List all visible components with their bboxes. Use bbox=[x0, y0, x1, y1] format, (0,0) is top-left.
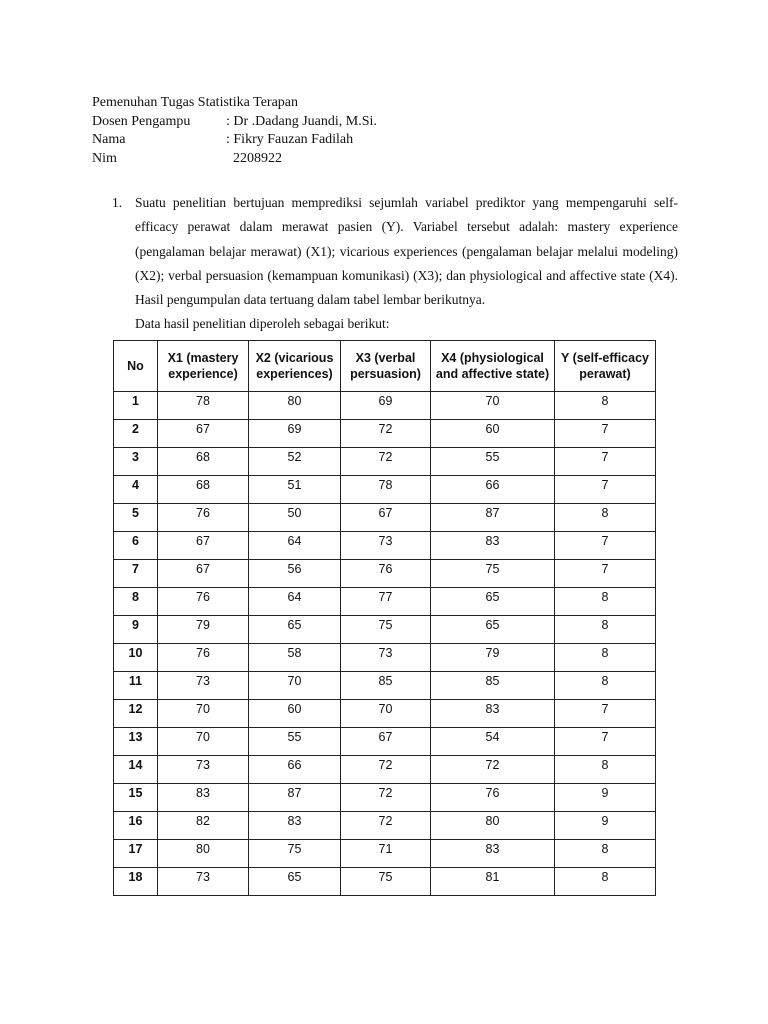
cell-x4: 54 bbox=[431, 728, 555, 756]
cell-x4: 83 bbox=[431, 840, 555, 868]
table-row bbox=[114, 728, 656, 756]
table-row bbox=[114, 532, 656, 560]
column-header-line: perawat) bbox=[579, 367, 631, 381]
cell-x3: 72 bbox=[341, 812, 431, 840]
table-row bbox=[114, 812, 656, 840]
cell-x2: 65 bbox=[249, 868, 341, 896]
cell-x4: 65 bbox=[431, 588, 555, 616]
column-header-line: X3 (verbal bbox=[355, 351, 416, 365]
cell-x2: 70 bbox=[249, 672, 341, 700]
cell-no: 8 bbox=[114, 588, 158, 616]
cell-x3: 77 bbox=[341, 588, 431, 616]
cell-no: 1 bbox=[114, 392, 158, 420]
column-header-line: experiences) bbox=[256, 367, 333, 381]
column-header-line: No bbox=[127, 359, 144, 373]
nim-label: Nim bbox=[92, 150, 117, 166]
column-header-line: experience) bbox=[168, 367, 238, 381]
cell-y: 8 bbox=[555, 392, 656, 420]
cell-x3: 72 bbox=[341, 420, 431, 448]
cell-no: 5 bbox=[114, 504, 158, 532]
cell-x1: 79 bbox=[158, 616, 249, 644]
cell-x1: 73 bbox=[158, 756, 249, 784]
table-row bbox=[114, 448, 656, 476]
cell-x2: 69 bbox=[249, 420, 341, 448]
cell-x1: 68 bbox=[158, 448, 249, 476]
column-header-line: X4 (physiological bbox=[441, 351, 544, 365]
cell-x4: 81 bbox=[431, 868, 555, 896]
cell-x1: 80 bbox=[158, 840, 249, 868]
cell-no: 7 bbox=[114, 560, 158, 588]
cell-x2: 83 bbox=[249, 812, 341, 840]
cell-x4: 66 bbox=[431, 476, 555, 504]
table-row bbox=[114, 700, 656, 728]
cell-x3: 67 bbox=[341, 728, 431, 756]
cell-x3: 73 bbox=[341, 532, 431, 560]
cell-x1: 70 bbox=[158, 700, 249, 728]
cell-no: 17 bbox=[114, 840, 158, 868]
cell-x1: 73 bbox=[158, 672, 249, 700]
column-header-no bbox=[114, 341, 158, 392]
lecturer-label: Dosen Pengampu bbox=[92, 113, 191, 129]
question-number: 1. bbox=[112, 195, 123, 210]
cell-y: 8 bbox=[555, 644, 656, 672]
cell-x3: 75 bbox=[341, 616, 431, 644]
cell-y: 7 bbox=[555, 420, 656, 448]
cell-x1: 67 bbox=[158, 532, 249, 560]
table-row bbox=[114, 672, 656, 700]
cell-x3: 73 bbox=[341, 644, 431, 672]
cell-no: 14 bbox=[114, 756, 158, 784]
name-value: : Fikry Fauzan Fadilah bbox=[226, 132, 354, 147]
cell-y: 9 bbox=[555, 784, 656, 812]
table-row bbox=[114, 392, 656, 420]
cell-y: 8 bbox=[555, 868, 656, 896]
cell-y: 7 bbox=[555, 560, 656, 588]
cell-x3: 72 bbox=[341, 784, 431, 812]
cell-x3: 70 bbox=[341, 700, 431, 728]
cell-x4: 85 bbox=[431, 672, 555, 700]
cell-no: 6 bbox=[114, 532, 158, 560]
column-header-x3 bbox=[341, 341, 431, 392]
cell-x1: 67 bbox=[158, 420, 249, 448]
table-body bbox=[114, 392, 656, 896]
cell-x3: 78 bbox=[341, 476, 431, 504]
column-header-x2 bbox=[249, 341, 341, 392]
cell-y: 7 bbox=[555, 532, 656, 560]
header-row-name bbox=[92, 131, 377, 150]
cell-x4: 70 bbox=[431, 392, 555, 420]
cell-x3: 71 bbox=[341, 840, 431, 868]
table-row bbox=[114, 420, 656, 448]
cell-y: 7 bbox=[555, 476, 656, 504]
cell-x4: 87 bbox=[431, 504, 555, 532]
cell-x2: 55 bbox=[249, 728, 341, 756]
cell-x3: 72 bbox=[341, 756, 431, 784]
cell-y: 8 bbox=[555, 588, 656, 616]
cell-x2: 52 bbox=[249, 448, 341, 476]
table-row bbox=[114, 644, 656, 672]
column-header-line: persuasion) bbox=[350, 367, 421, 381]
cell-no: 3 bbox=[114, 448, 158, 476]
cell-no: 2 bbox=[114, 420, 158, 448]
table-intro: Data hasil penelitian diperoleh sebagai berikut: bbox=[135, 316, 390, 332]
cell-x4: 60 bbox=[431, 420, 555, 448]
cell-x2: 75 bbox=[249, 840, 341, 868]
cell-y: 8 bbox=[555, 616, 656, 644]
cell-y: 8 bbox=[555, 672, 656, 700]
lecturer-value: : Dr .Dadang Juandi, M.Si. bbox=[226, 113, 377, 129]
cell-y: 8 bbox=[555, 756, 656, 784]
question-paragraph bbox=[112, 191, 678, 312]
cell-no: 13 bbox=[114, 728, 158, 756]
cell-x4: 76 bbox=[431, 784, 555, 812]
cell-x4: 79 bbox=[431, 644, 555, 672]
cell-x1: 78 bbox=[158, 392, 249, 420]
cell-x1: 76 bbox=[158, 504, 249, 532]
cell-y: 8 bbox=[555, 840, 656, 868]
cell-no: 10 bbox=[114, 644, 158, 672]
column-header-x1 bbox=[158, 341, 249, 392]
question-1 bbox=[112, 191, 678, 336]
cell-x1: 76 bbox=[158, 644, 249, 672]
cell-y: 7 bbox=[555, 728, 656, 756]
cell-x1: 83 bbox=[158, 784, 249, 812]
cell-x2: 87 bbox=[249, 784, 341, 812]
table-row bbox=[114, 588, 656, 616]
cell-no: 18 bbox=[114, 868, 158, 896]
cell-y: 7 bbox=[555, 700, 656, 728]
header-row-lecturer bbox=[92, 113, 377, 132]
cell-x1: 76 bbox=[158, 588, 249, 616]
cell-x2: 64 bbox=[249, 532, 341, 560]
cell-no: 15 bbox=[114, 784, 158, 812]
table-row bbox=[114, 784, 656, 812]
cell-x3: 85 bbox=[341, 672, 431, 700]
cell-x1: 67 bbox=[158, 560, 249, 588]
column-header-line: X2 (vicarious bbox=[255, 351, 334, 365]
cell-x2: 56 bbox=[249, 560, 341, 588]
column-header-x4 bbox=[431, 341, 555, 392]
cell-x3: 69 bbox=[341, 392, 431, 420]
cell-y: 7 bbox=[555, 448, 656, 476]
cell-no: 9 bbox=[114, 616, 158, 644]
cell-no: 12 bbox=[114, 700, 158, 728]
question-text: Suatu penelitian bertujuan memprediksi sejumlah variabel prediktor yang mempengaruhi self-efficacy perawat dalam merawat pasien (Y). Variabel tersebut adalah: mastery experience (pengalaman belajar merawat) (X1); vicarious experiences (pengalaman belajar melalui modeling) (X2); verbal persuasion (kemampuan komunikasi) (X3); dan physiological and affective state (X4). Hasil pengumpulan data tertuang dalam tabel lembar berikutnya. bbox=[135, 195, 678, 308]
table-row bbox=[114, 868, 656, 896]
cell-x3: 76 bbox=[341, 560, 431, 588]
cell-x1: 73 bbox=[158, 868, 249, 896]
table-row bbox=[114, 756, 656, 784]
cell-x4: 55 bbox=[431, 448, 555, 476]
column-header-line: and affective state) bbox=[435, 367, 550, 381]
cell-x1: 82 bbox=[158, 812, 249, 840]
cell-x2: 65 bbox=[249, 616, 341, 644]
data-table bbox=[113, 340, 656, 896]
column-header-line: Y (self-efficacy bbox=[560, 351, 649, 365]
column-header-y bbox=[555, 341, 656, 392]
table-row bbox=[114, 476, 656, 504]
table-row bbox=[114, 560, 656, 588]
cell-no: 11 bbox=[114, 672, 158, 700]
table-row bbox=[114, 504, 656, 532]
cell-x3: 72 bbox=[341, 448, 431, 476]
cell-y: 8 bbox=[555, 504, 656, 532]
cell-no: 16 bbox=[114, 812, 158, 840]
header-title bbox=[92, 94, 377, 113]
cell-x4: 75 bbox=[431, 560, 555, 588]
column-header-line: X1 (mastery bbox=[167, 351, 239, 365]
cell-x4: 83 bbox=[431, 700, 555, 728]
cell-x4: 83 bbox=[431, 532, 555, 560]
cell-x4: 80 bbox=[431, 812, 555, 840]
nim-value: 2208922 bbox=[226, 150, 282, 166]
table-header-row bbox=[114, 341, 656, 392]
cell-x2: 64 bbox=[249, 588, 341, 616]
cell-x2: 51 bbox=[249, 476, 341, 504]
cell-y: 9 bbox=[555, 812, 656, 840]
name-label: Nama bbox=[92, 132, 126, 147]
cell-x4: 72 bbox=[431, 756, 555, 784]
table-row bbox=[114, 840, 656, 868]
cell-x1: 68 bbox=[158, 476, 249, 504]
cell-x2: 58 bbox=[249, 644, 341, 672]
cell-no: 4 bbox=[114, 476, 158, 504]
header-row-nim bbox=[92, 150, 377, 169]
assignment-title: Pemenuhan Tugas Statistika Terapan bbox=[92, 95, 299, 110]
cell-x2: 80 bbox=[249, 392, 341, 420]
document-header bbox=[92, 94, 377, 168]
cell-x4: 65 bbox=[431, 616, 555, 644]
cell-x2: 66 bbox=[249, 756, 341, 784]
table-row bbox=[114, 616, 656, 644]
cell-x1: 70 bbox=[158, 728, 249, 756]
cell-x2: 60 bbox=[249, 700, 341, 728]
cell-x3: 67 bbox=[341, 504, 431, 532]
cell-x3: 75 bbox=[341, 868, 431, 896]
cell-x2: 50 bbox=[249, 504, 341, 532]
